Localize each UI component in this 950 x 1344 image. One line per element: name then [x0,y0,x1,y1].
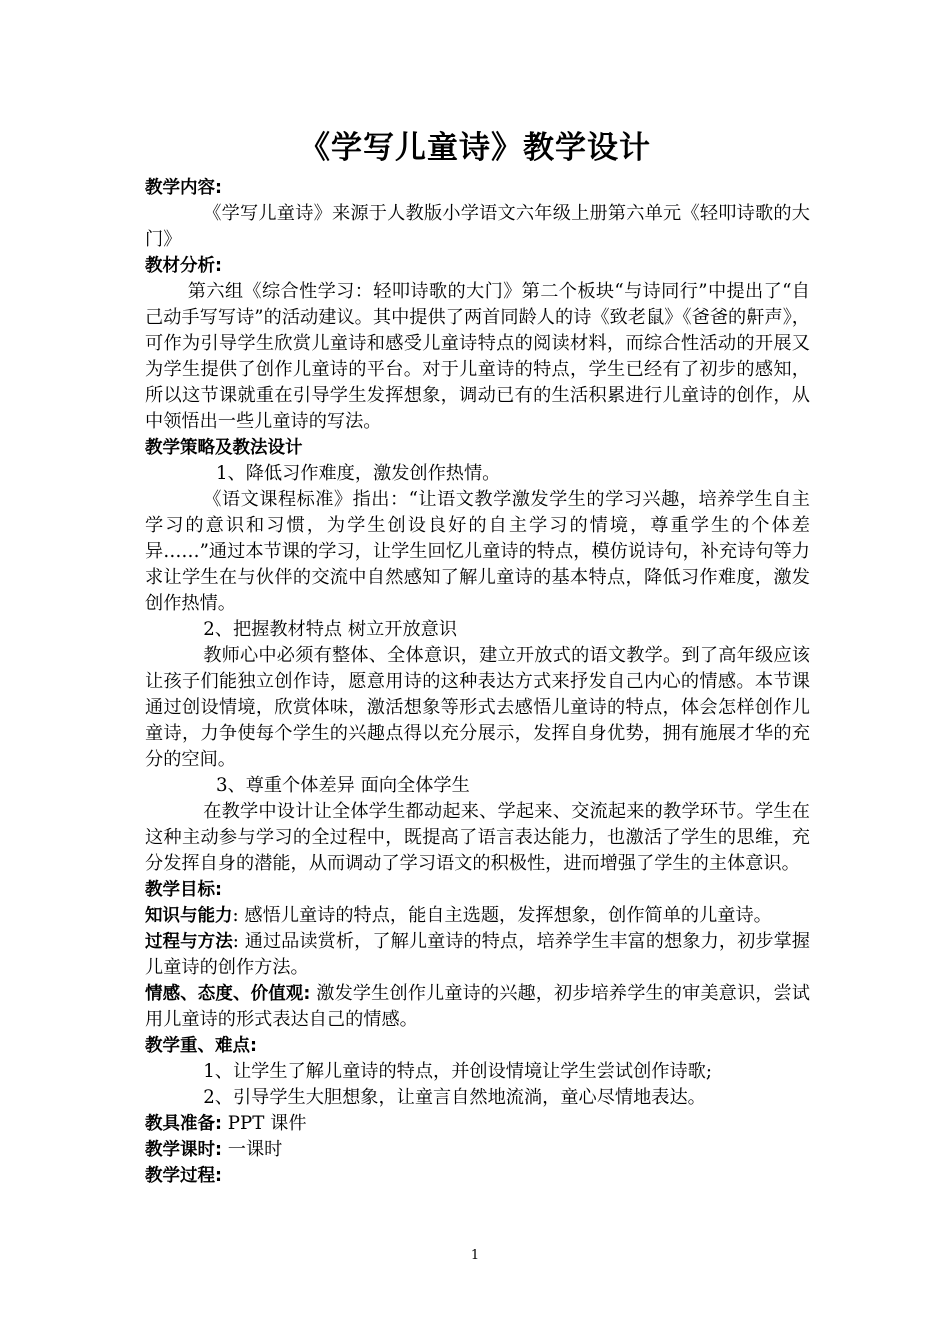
duration-label: 教学课时: [145,1140,222,1160]
content-paragraph: 《学写儿童诗》来源于人教版小学语文六年级上册第六单元《轻叩诗歌的大门》 [145,203,810,250]
strategy-item-1-paragraph: 《语文课程标准》指出：“让语文教学激发学生的学习兴趣，培养学生自主学习的意识和习惯，为学生创设良好的自主学习的情境，尊重学生的个体差异……”通过本节课的学习，让学生回忆儿童诗的特点，模仿说诗句，补充诗句等力求让学生在与伙伴的交流中自然感知了解儿童诗的基本特点，降低习作难度，激发创作热情。 [145,489,810,614]
strategy-item-2-paragraph: 教师心中必须有整体、全体意识，建立开放式的语文教学。到了高年级应该让孩子们能独立创作诗，愿意用诗的这种表达方式来抒发自己内心的情感。本节课通过创设情境，欣赏体味，激活想象等形式去感悟儿童诗的特点，体会怎样创作儿童诗，力争使每个学生的兴趣点得以充分展示，发挥自身优势，拥有施展才华的充分的空间。 [145,645,810,770]
goal-process-text: : 通过品读赏析，了解儿童诗的特点，培养学生丰富的想象力，初步掌握儿童诗的创作方法。 [145,931,810,978]
goal-knowledge [145,903,810,929]
goal-knowledge-label: 知识与能力 [145,906,233,926]
heading-text: 教学策略及教法设计 [145,438,303,458]
goal-emotion-label: 情感、态度、价值观: [145,984,311,1004]
analysis-paragraph: 第六组《综合性学习：轻叩诗歌的大门》第二个板块“与诗同行”中提出了“自己动手写写诗”的活动建议。其中提供了两首同龄人的诗《致老鼠》《爸爸的鼾声》，可作为引导学生欣赏儿童诗和感受儿童诗特点的阅读材料，而综合性活动的开展又为学生提供了创作儿童诗的平台。对于儿童诗的特点，学生已经有了初步的感知，所以这节课就重在引导学生发挥想象，调动已有的生活积累进行儿童诗的创作，从中领悟出一些儿童诗的写法。 [145,281,810,432]
document-title: 《学写儿童诗》教学设计 [299,130,651,166]
strategy-item-3-title: 3、尊重个体差异 面向全体学生 [215,775,470,796]
section-heading-goals [145,877,810,903]
goal-emotion-text: 激发学生创作儿童诗的兴趣，初步培养学生的审美意识，尝试用儿童诗的形式表达自己的情感。 [145,983,810,1030]
strategy-item-2-title: 2、把握教材特点 树立开放意识 [203,619,458,640]
document-body [145,175,810,1189]
heading-text: 教材分析: [145,256,222,276]
goal-process-label: 过程与方法 [145,932,233,952]
heading-text: 教学内容: [145,178,222,198]
materials-label: 教具准备: [145,1114,222,1134]
section-heading-analysis [145,253,810,279]
heading-text: 教学目标: [145,880,222,900]
heading-text: 教学重、难点: [145,1036,257,1056]
key-point-1: 1、让学生了解儿童诗的特点，并创设情境让学生尝试创作诗歌; [203,1061,712,1082]
goal-emotion [145,981,810,1033]
section-heading-content [145,175,810,201]
page-number: 1 [470,1248,480,1263]
section-heading-strategy [145,435,810,461]
key-point-2: 2、引导学生大胆想象，让童言自然地流淌，童心尽情地表达。 [203,1087,706,1108]
duration-value: 一课时 [222,1139,283,1160]
materials-value: PPT 课件 [222,1113,307,1134]
materials-line [145,1111,810,1137]
heading-text: 教学过程: [145,1166,222,1186]
goal-process [145,929,810,981]
section-heading-key-points [145,1033,810,1059]
strategy-item-3-paragraph: 在教学中设计让全体学生都动起来、学起来、交流起来的教学环节。学生在这种主动参与学习的全过程中，既提高了语言表达能力，也激活了学生的思维，充分发挥自身的潜能，从而调动了学习语文的积极性，进而增强了学生的主体意识。 [145,801,810,874]
strategy-item-1-title: 1、降低习作难度，激发创作热情。 [215,463,501,484]
duration-line [145,1137,810,1163]
goal-knowledge-text: : 感悟儿童诗的特点，能自主选题，发挥想象，创作简单的儿童诗。 [232,905,772,926]
section-heading-process [145,1163,810,1189]
